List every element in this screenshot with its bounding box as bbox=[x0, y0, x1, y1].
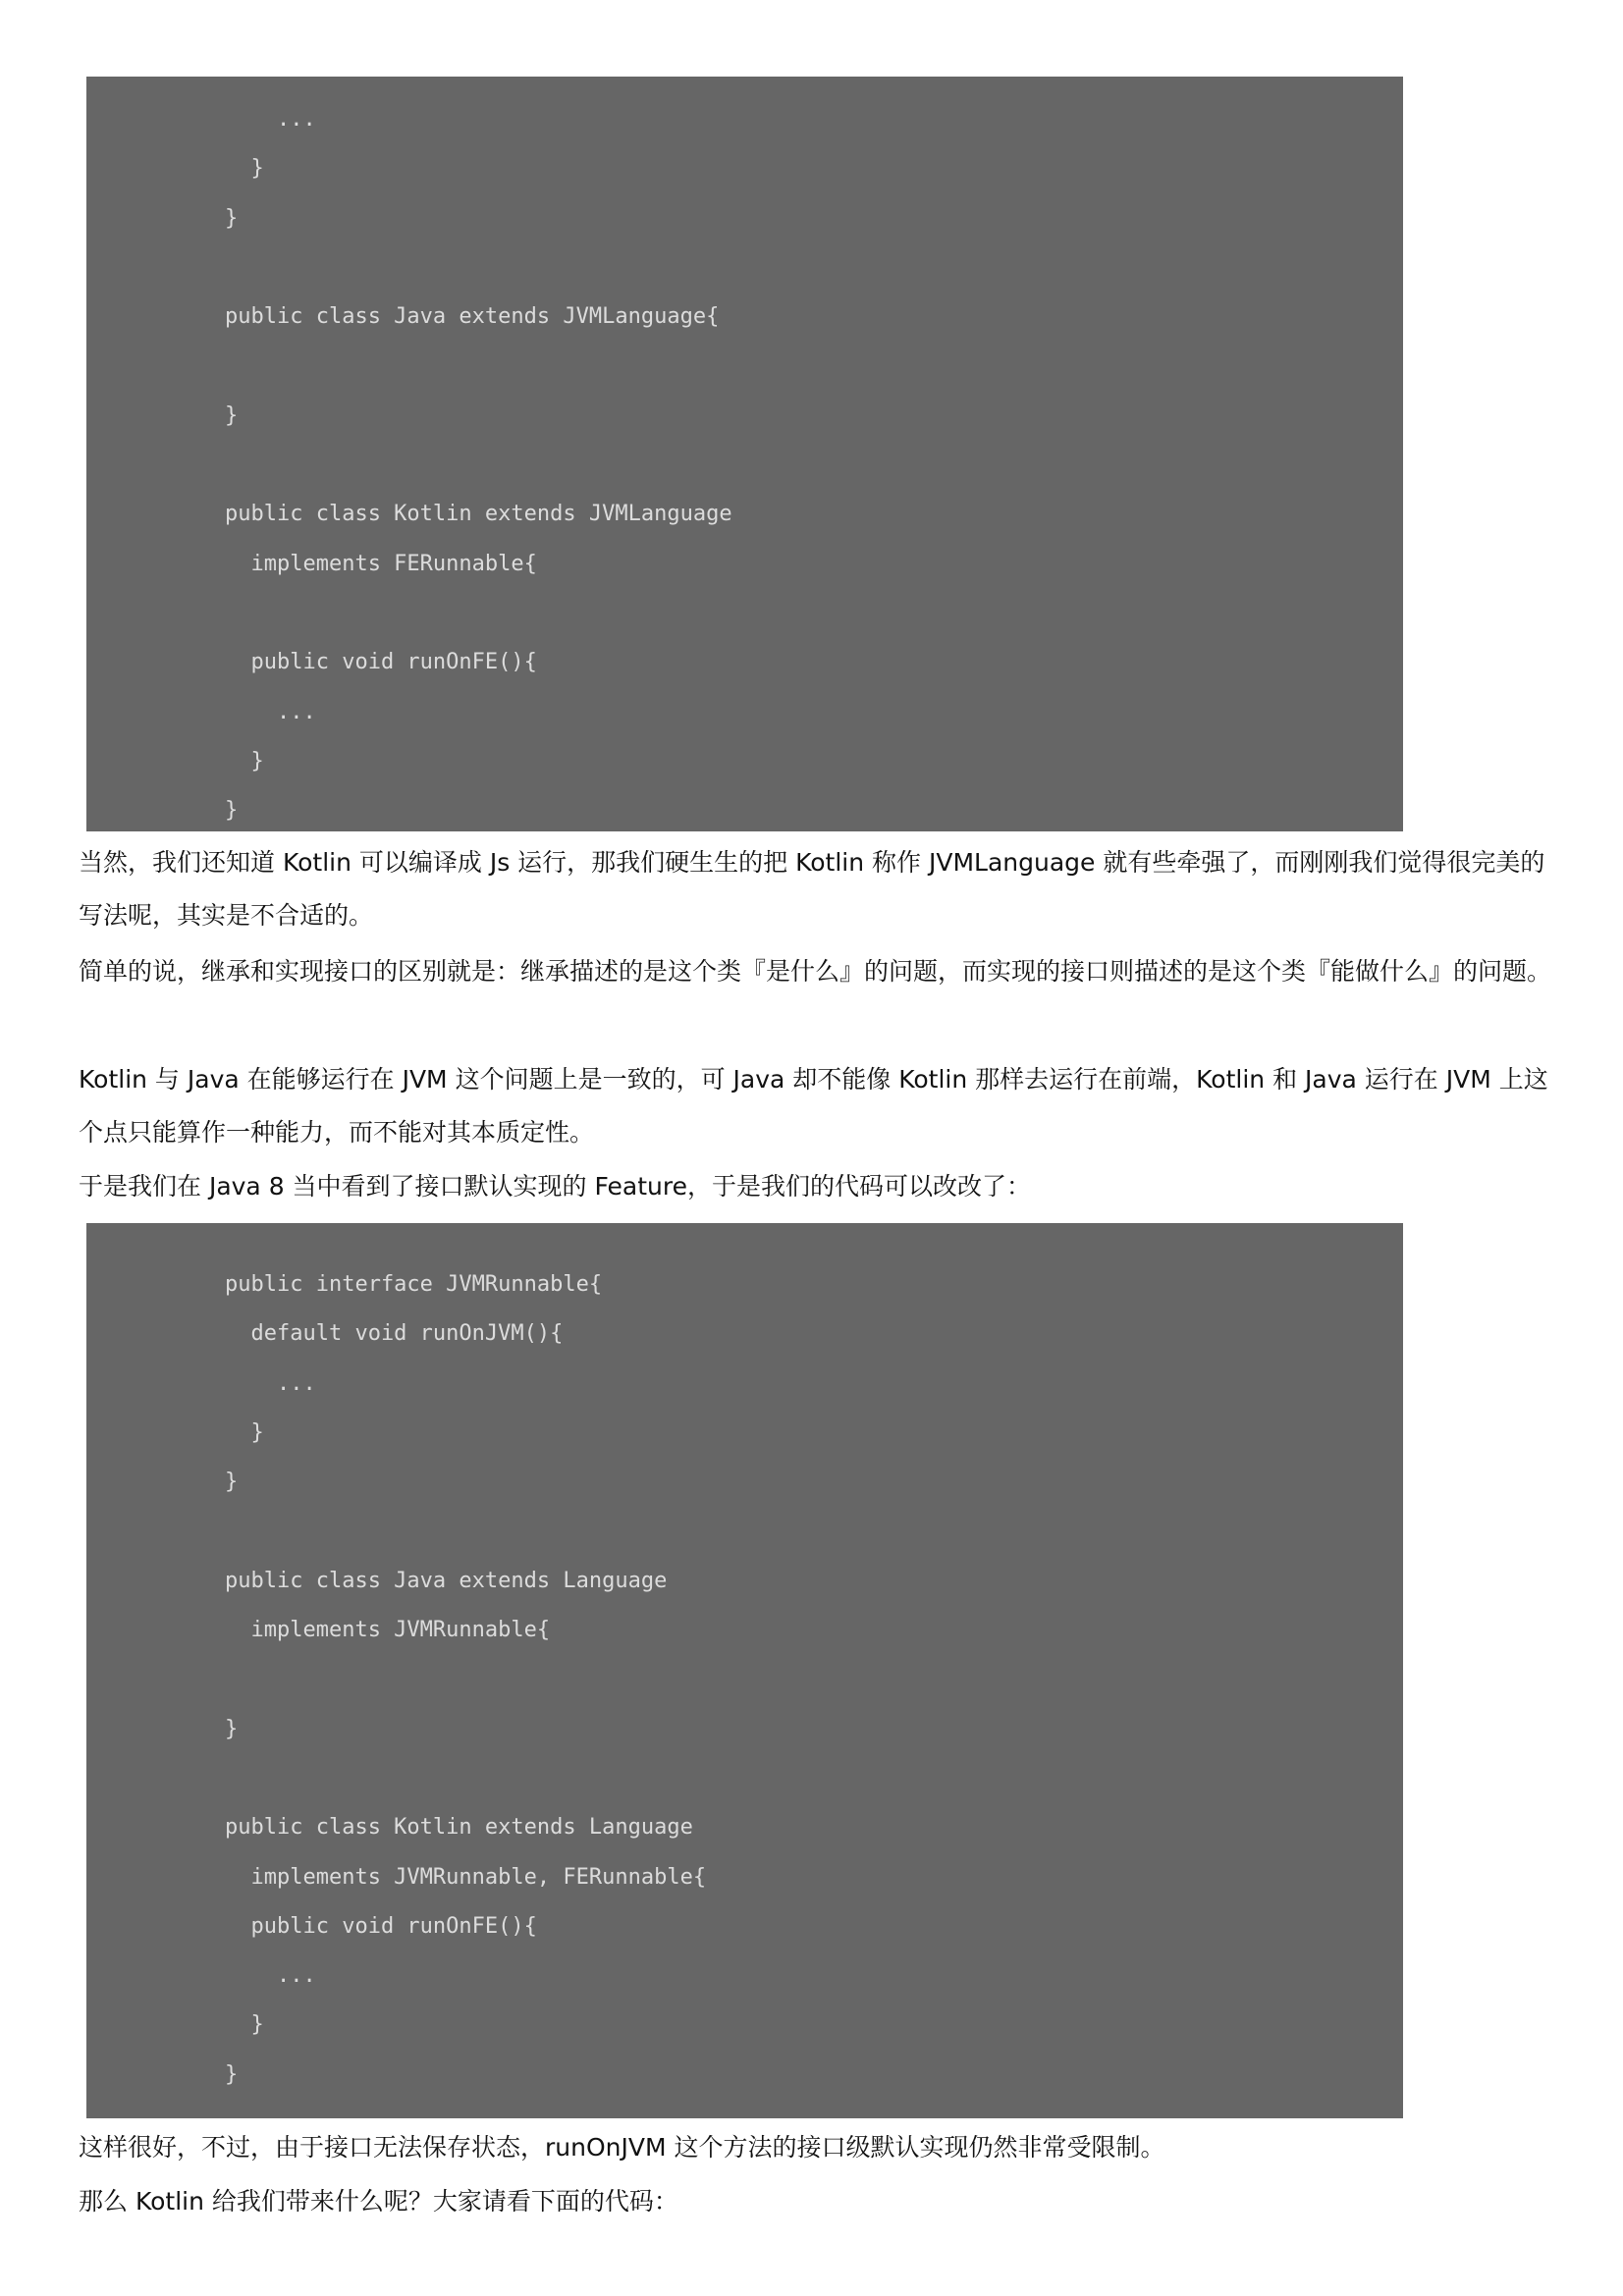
code-line: public class Kotlin extends JVMLanguage bbox=[225, 502, 732, 527]
paragraph-inheritance-vs-interface: 简单的说，继承和实现接口的区别就是：继承描述的是这个类『是什么』的问题，而实现的接口则描述的是这个类『能做什么』的问题。 bbox=[79, 957, 1552, 986]
code-line: implements JVMRunnable{ bbox=[225, 1618, 551, 1643]
code-line: public interface JVMRunnable{ bbox=[225, 1272, 603, 1297]
code-block-2 bbox=[86, 1223, 1403, 2118]
code-line: } bbox=[225, 2061, 239, 2087]
code-block-1 bbox=[86, 77, 1403, 831]
paragraph-java8-default: 于是我们在 Java 8 当中看到了接口默认实现的 Feature，于是我们的代码可以改改了： bbox=[79, 1172, 1031, 1201]
code-line bbox=[225, 1754, 1403, 1803]
code-line: public class Kotlin extends Language bbox=[225, 1815, 693, 1841]
code-line: ... bbox=[225, 107, 316, 132]
code-line: } bbox=[225, 748, 264, 774]
paragraph-kotlin-js: 当然，我们还知道 Kotlin 可以编译成 Js 运行，那我们硬生生的把 Kotlin 称作 JVMLanguage 就有些牵强了，而刚刚我们觉得很完美的写法呢，其实是不合适的。 bbox=[79, 848, 1545, 930]
code-line: public void runOnFE(){ bbox=[225, 650, 537, 675]
code-line: ... bbox=[225, 1370, 316, 1396]
code-line: implements FERunnable{ bbox=[225, 551, 537, 576]
code-line: ... bbox=[225, 1963, 316, 1989]
code-line: public class Java extends JVMLanguage{ bbox=[225, 304, 720, 330]
code-line: implements JVMRunnable, FERunnable{ bbox=[225, 1864, 707, 1890]
paragraph-jvm-capability: Kotlin 与 Java 在能够运行在 JVM 这个问题上是一致的，可 Java 却不能像 Kotlin 那样去运行在前端，Kotlin 和 Java 运行在 JVM 上这个点只能算作一种能力，而不能对其本质定性。 bbox=[79, 1065, 1548, 1147]
code-line bbox=[225, 243, 1403, 293]
code-line bbox=[225, 1507, 1403, 1556]
code-line: } bbox=[225, 156, 264, 182]
code-line: public void runOnFE(){ bbox=[225, 1913, 537, 1939]
code-line: public class Java extends Language bbox=[225, 1568, 668, 1593]
code-line: } bbox=[225, 798, 239, 824]
code-line: ... bbox=[225, 699, 316, 724]
code-line bbox=[225, 342, 1403, 391]
code-line: } bbox=[225, 1419, 264, 1445]
code-line bbox=[225, 1655, 1403, 1704]
code-line bbox=[225, 441, 1403, 490]
code-line: default void runOnJVM(){ bbox=[225, 1321, 564, 1347]
code-line: } bbox=[225, 402, 239, 428]
code-line bbox=[225, 589, 1403, 638]
code-line: } bbox=[225, 1469, 239, 1495]
code-line: } bbox=[225, 2012, 264, 2038]
code-line: } bbox=[225, 1716, 239, 1741]
code-line: } bbox=[225, 205, 239, 231]
paragraph-kotlin-brings: 那么 Kotlin 给我们带来什么呢？大家请看下面的代码： bbox=[79, 2187, 678, 2216]
paragraph-interface-state-limit: 这样很好，不过，由于接口无法保存状态，runOnJVM 这个方法的接口级默认实现仍然非常受限制。 bbox=[79, 2133, 1165, 2162]
